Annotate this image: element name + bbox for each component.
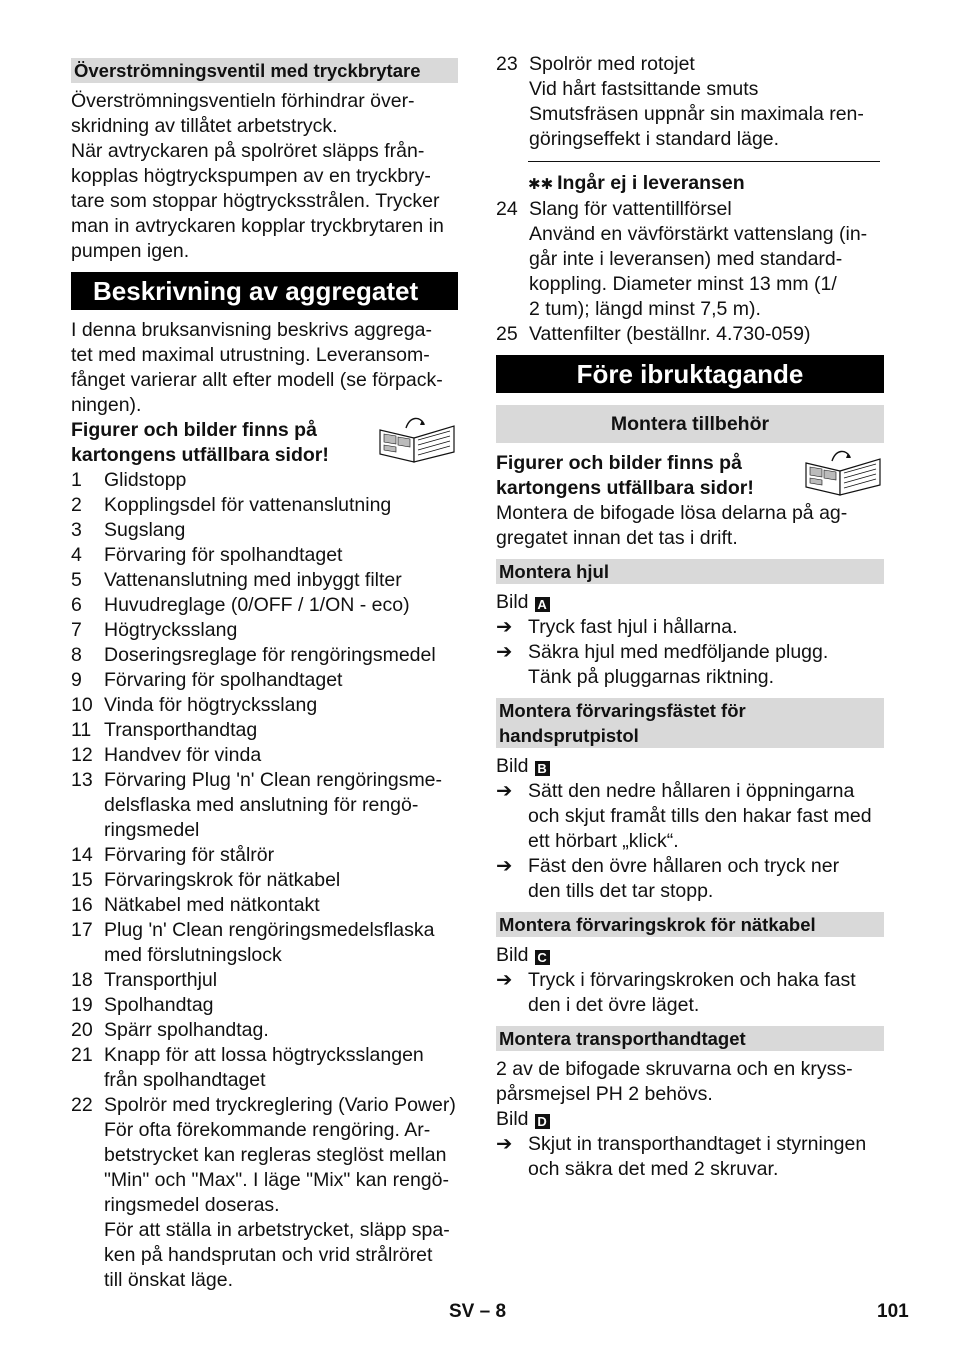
mount-wheels-heading: Montera hjul	[496, 559, 884, 584]
right-column	[496, 52, 884, 1182]
overflow-valve-text: Överströmningsventieln förhindrar över- skridning av tillåtet arbetstryck. När avtryckaren på spolröret släpps från- kopplas högtryckspumpen av en tryckbry- tare som stoppar högtrycksstrålen. Trycker man in avtryckaren kopplar tryckbrytaren in pumpen igen.	[71, 90, 444, 262]
figure-letter-badge: D	[535, 1114, 550, 1129]
hook-steps	[496, 968, 884, 1018]
mount-handle-heading: Montera transporthandtaget	[496, 1026, 884, 1051]
arrow-icon: ➔	[496, 1133, 513, 1155]
double-star-icon: ✱✱	[528, 176, 554, 193]
step-item: ➔ Tryck i förvaringskroken och haka fast den i det övre läget.	[496, 969, 856, 1016]
step-item: ➔ Skjut in transporthandtaget i styrningen och säkra det med 2 skruvar.	[496, 1133, 867, 1180]
list-item: 13 Förvaring Plug 'n' Clean rengöringsme- delsflaska med anslutning för rengö- ringsmedel	[71, 769, 443, 841]
arrow-icon: ➔	[496, 641, 513, 663]
mount-text: Montera de bifogade lösa delarna på ag- gregatet innan det tas i drift.	[496, 502, 848, 549]
list-item: 20 Spärr spolhandtag.	[71, 1019, 269, 1041]
mount-accessories-heading: Montera tillbehör	[496, 405, 884, 443]
overflow-valve-heading: Överströmningsventil med tryckbrytare	[71, 58, 458, 83]
list-item: 15 Förvaringskrok för nätkabel	[71, 869, 341, 891]
book-icon	[376, 414, 458, 466]
list-item: 8 Doseringsreglage för rengöringsmedel	[71, 644, 436, 666]
handle-text: 2 av de bifogade skruvarna och en kryss- pårsmejsel PH 2 behövs.	[496, 1058, 853, 1105]
list-item: 6 Huvudreglage (0/OFF / 1/ON - eco)	[71, 594, 410, 616]
not-included-label: ✱✱ Ingår ej i leveransen	[528, 172, 745, 194]
section-title-before-use: Före ibruktagande	[496, 355, 884, 393]
list-item: 4 Förvaring för spolhandtaget	[71, 544, 343, 566]
arrow-icon: ➔	[496, 855, 513, 877]
arrow-icon: ➔	[496, 969, 513, 991]
list-item: 1 Glidstopp	[71, 469, 187, 491]
figures-note: Figurer och bilder finns på kartongens utfällbara sidor!	[496, 452, 754, 499]
arrow-icon: ➔	[496, 616, 513, 638]
list-item: 22 Spolrör med tryckreglering (Vario Power) För ofta förekommande rengöring. Ar- betstrycket kan regleras steglöst mellan "Min" och "Max". I läge "Mix" kan rengö- ringsmedel doseras. För att ställa in arbetstrycket, släpp spa- ken på handsprutan och vrid strålröret till önskat läge.	[71, 1094, 456, 1291]
step-item: ➔ Sätt den nedre hållaren i öppningarna och skjut framåt tills den hakar fast med ett hörbart „klick“.	[496, 780, 872, 852]
figures-note-row	[496, 451, 884, 501]
mount-hook-heading: Montera förvaringskrok för nätkabel	[496, 912, 884, 937]
figure-reference: Bild C	[496, 943, 884, 968]
list-item: 12 Handvev för vinda	[71, 744, 262, 766]
list-item: 9 Förvaring för spolhandtaget	[71, 669, 343, 691]
intro-text: I denna bruksanvisning beskrivs aggrega- tet med maximal utrustning. Leveransom- fånget varierar allt efter modell (se förpack- ningen).	[71, 319, 443, 416]
list-item: 19 Spolhandtag	[71, 994, 214, 1016]
not-included-list	[496, 197, 884, 347]
list-item: 21 Knapp för att lossa högtrycksslangen från spolhandtaget	[71, 1044, 424, 1091]
footer-page-number: 101	[877, 1301, 909, 1322]
arrow-icon: ➔	[496, 780, 513, 802]
list-item: 3 Sugslang	[71, 519, 186, 541]
list-item: 7 Högtrycksslang	[71, 619, 238, 641]
book-icon	[802, 447, 884, 499]
list-item: 11 Transporthandtag	[71, 719, 258, 741]
component-list	[71, 468, 458, 1293]
figure-letter-badge: C	[535, 950, 550, 965]
list-item: 14 Förvaring för stålrör	[71, 844, 275, 866]
figures-note: Figurer och bilder finns på kartongens utfällbara sidor!	[71, 419, 329, 466]
list-item: 23 Spolrör med rotojet Vid hårt fastsittande smuts Smutsfräsen uppnår sin maximala ren- göringseffekt i standard läge.	[496, 53, 864, 150]
figure-reference: Bild A	[496, 590, 884, 615]
list-item: 18 Transporthjul	[71, 969, 218, 991]
step-item: ➔ Tryck fast hjul i hållarna.	[496, 616, 738, 638]
step-item: ➔ Säkra hjul med medföljande plugg. Tänk på pluggarnas riktning.	[496, 641, 829, 688]
holder-steps	[496, 779, 884, 904]
figure-letter-badge: A	[535, 597, 550, 612]
mount-holder-heading: Montera förvaringsfästet för handsprutpistol	[496, 698, 884, 748]
wheels-steps	[496, 615, 884, 690]
step-item: ➔ Fäst den övre hållaren och tryck ner den tills det tar stopp.	[496, 855, 840, 902]
list-item: 5 Vattenanslutning med inbyggt filter	[71, 569, 402, 591]
list-item: 16 Nätkabel med nätkontakt	[71, 894, 320, 916]
section-title-description: Beskrivning av aggregatet	[71, 272, 458, 310]
figure-reference: Bild B	[496, 754, 884, 779]
component-list-continued	[496, 52, 884, 152]
handle-steps	[496, 1132, 884, 1182]
list-item: 10 Vinda för högtrycksslang	[71, 694, 318, 716]
list-item: 17 Plug 'n' Clean rengöringsmedelsflaska med förslutningslock	[71, 919, 435, 966]
figure-letter-badge: B	[535, 761, 550, 776]
list-item: 2 Kopplingsdel för vattenanslutning	[71, 494, 392, 516]
divider	[528, 161, 880, 162]
footer-language-page: SV – 8	[449, 1301, 507, 1322]
list-item: 24 Slang för vattentillförsel Använd en vävförstärkt vattenslang (in- går inte i leveransen) med standard- koppling. Diameter minst 13 mm (1/ 2 tum); längd minst 7,5 m).	[496, 198, 868, 320]
figure-reference: Bild D	[496, 1107, 884, 1132]
list-item: 25 Vattenfilter (beställnr. 4.730-059)	[496, 323, 811, 345]
left-column	[71, 52, 458, 1293]
figures-note-row	[71, 418, 458, 468]
